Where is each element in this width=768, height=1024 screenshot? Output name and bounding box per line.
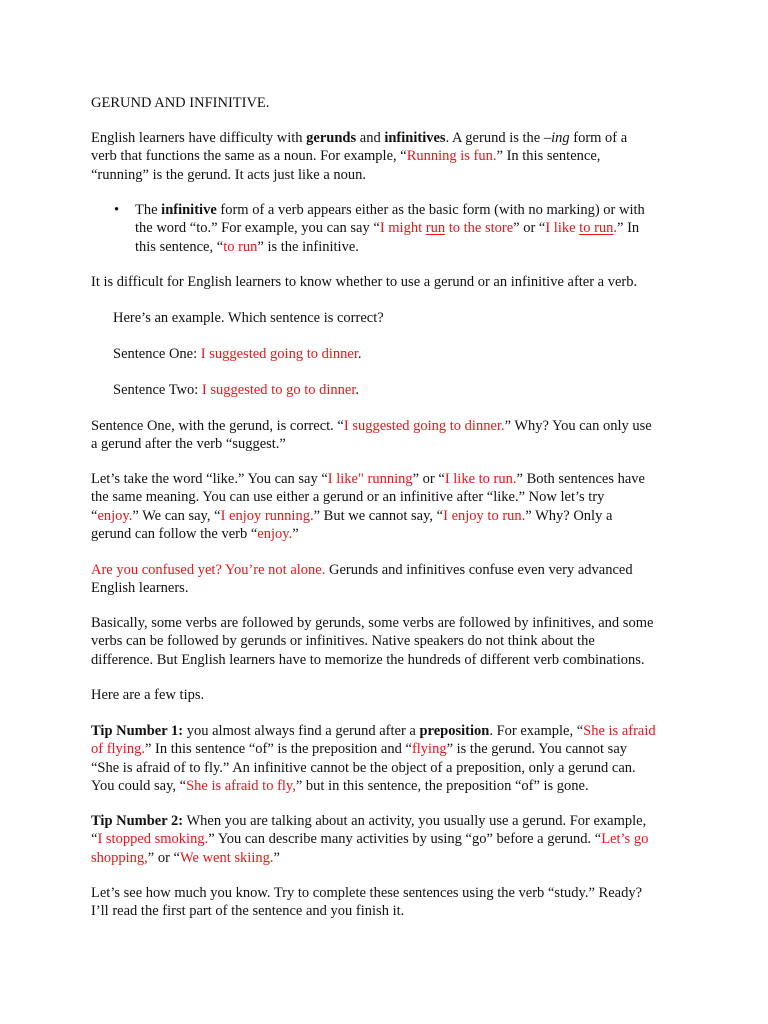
explain-paragraph — [91, 417, 691, 454]
like-text: ” We can say, “ — [132, 507, 221, 524]
tip-2-text: “ — [91, 831, 98, 848]
like-text: ” But we cannot say, “ — [313, 507, 444, 524]
sentence-one-red: I suggested going to dinner — [200, 346, 358, 362]
document-title — [91, 94, 691, 112]
like-red: enjoy. — [257, 525, 293, 542]
tip-1-text: ” is the gerund. You cannot say — [446, 741, 627, 758]
bullet-red-underlined: to run — [579, 220, 614, 237]
basically-text: Basically, some verbs are followed by gerunds, some verbs are followed by infinitives, and some — [91, 615, 654, 631]
bullet-text: the word “to.” For example, you can say “ — [135, 220, 380, 237]
tip-1-red: of flying. — [91, 741, 145, 758]
tip-2-label: Tip Number 2: — [91, 813, 184, 829]
intro-paragraph — [91, 129, 691, 184]
tip-2-paragraph — [91, 812, 691, 867]
tip-1-text: . For example, “ — [489, 723, 584, 739]
basically-text: difference. But English learners have to memorize the hundreds of different verb combinations. — [91, 651, 645, 668]
basically-paragraph — [91, 614, 691, 669]
like-red: I enjoy running. — [220, 507, 314, 524]
confused-text: Gerunds and infinitives confuse even very advanced — [325, 562, 633, 578]
tip-1-text: You could say, “ — [91, 777, 187, 794]
bullet-red: to the store — [445, 220, 514, 237]
tip-1-text: you almost always find a gerund after a — [183, 723, 420, 739]
tip-1-red: She is afraid to fly, — [186, 777, 296, 794]
like-red: I like to run. — [444, 471, 517, 487]
difficult-paragraph — [91, 273, 691, 291]
bullet-text: The — [135, 202, 162, 218]
bullet-red: I might — [379, 220, 426, 237]
tips-intro-text: Here are a few tips. — [91, 687, 205, 703]
tip-2-text: ” — [273, 849, 280, 866]
closing-text: I’ll read the first part of the sentence and you finish it. — [91, 903, 405, 920]
explain-red: I suggested going to dinner. — [343, 418, 505, 434]
bullet-text: ” is the infinitive. — [257, 238, 359, 255]
bullet-text: form of a verb appears either as the basic form (with no marking) or with — [216, 202, 645, 218]
example-question — [113, 309, 713, 327]
bullet-bold-infinitive: infinitive — [161, 202, 217, 218]
intro-text: verb that functions the same as a noun. For example, “ — [91, 148, 407, 165]
like-paragraph — [91, 470, 691, 543]
bullet-red: I like — [545, 220, 580, 237]
like-text: gerund can follow the verb “ — [91, 525, 258, 542]
like-text: ” or “ — [412, 471, 445, 487]
intro-text: “running” is the gerund. It acts just like a noun. — [91, 166, 367, 183]
sentence-one — [113, 345, 713, 363]
like-red: enjoy. — [97, 507, 133, 524]
like-text: the same meaning. You can use either a gerund or an infinitive after “like.” Now let’s try — [91, 489, 605, 506]
intro-bold-infinitives: infinitives — [384, 130, 446, 146]
intro-text: ” In this sentence, — [496, 148, 601, 165]
difficult-text: It is difficult for English learners to know whether to use a gerund or an infinitive after a verb. — [91, 274, 638, 290]
like-text: ” Why? Only a — [525, 507, 613, 524]
tip-1-text: ” In this sentence “of” is the preposition and “ — [144, 741, 412, 758]
sentence-two — [113, 381, 713, 399]
intro-text: and — [356, 130, 385, 146]
tips-intro — [91, 686, 691, 704]
bullet-text: this sentence, “ — [135, 238, 224, 255]
sentence-two-end: . — [355, 382, 359, 398]
intro-italic-ing: ing — [551, 130, 570, 146]
like-text: Let’s take the word “like.” You can say “ — [91, 471, 328, 487]
tip-2-text: ” or “ — [147, 849, 180, 866]
sentence-one-label: Sentence One: — [113, 346, 201, 362]
closing-paragraph — [91, 884, 691, 921]
sentence-two-red: I suggested to go to dinner — [201, 382, 356, 398]
like-red: I like" running — [327, 471, 413, 487]
bullet-paragraph — [135, 201, 695, 256]
like-text: ” — [292, 525, 299, 542]
intro-red-example: Running is fun. — [406, 148, 497, 165]
basically-text: verbs can be followed by gerunds or infinitives. Native speakers do not think about the — [91, 633, 595, 650]
intro-text: form of a — [569, 130, 628, 146]
example-question-text: Here’s an example. Which sentence is correct? — [113, 310, 384, 326]
explain-text: Sentence One, with the gerund, is correct. “ — [91, 418, 344, 434]
title-text: GERUND AND INFINITIVE. — [91, 95, 270, 111]
confused-text: English learners. — [91, 580, 189, 597]
closing-text: Let’s see how much you know. Try to complete these sentences using the verb “study.” Ready? — [91, 885, 643, 901]
tip-2-text: ” You can describe many activities by using “go” before a gerund. “ — [208, 831, 602, 848]
tip-2-red: Let’s go — [601, 831, 649, 848]
sentence-two-label: Sentence Two: — [113, 382, 202, 398]
confused-red: Are you confused yet? You’re not alone. — [91, 562, 326, 578]
explain-text: ” Why? You can only use — [504, 418, 652, 434]
confused-paragraph — [91, 561, 691, 598]
bullet-red: . — [613, 220, 618, 237]
tip-1-bold-preposition: preposition — [419, 723, 490, 739]
tip-2-red: We went skiing. — [180, 849, 274, 866]
tip-1-paragraph — [91, 722, 691, 795]
tip-1-label: Tip Number 1: — [91, 723, 184, 739]
bullet-symbol: • — [114, 202, 120, 218]
intro-text: English learners have difficulty with — [91, 130, 307, 146]
explain-text: a gerund after the verb “suggest.” — [91, 436, 286, 453]
tip-2-red: shopping, — [91, 849, 148, 866]
bullet-text: ” In — [617, 220, 640, 237]
intro-text: . A gerund is the – — [445, 130, 552, 146]
sentence-one-end: . — [357, 346, 362, 362]
tip-1-text: ” but in this sentence, the preposition “of” is gone. — [295, 777, 589, 794]
tip-1-text: “She is afraid of to fly.” An infinitive cannot be the object of a preposition, only a gerund can. — [91, 759, 636, 776]
intro-bold-gerunds: gerunds — [306, 130, 357, 146]
like-text: ” Both sentences have — [516, 471, 645, 487]
like-red: I enjoy to run. — [443, 507, 526, 524]
tip-1-red: She is afraid — [583, 723, 656, 739]
bullet-text: ” or “ — [513, 220, 546, 237]
bullet-red: to run — [223, 238, 258, 255]
like-text: “ — [91, 507, 98, 524]
tip-2-red: I stopped smoking. — [97, 831, 209, 848]
tip-1-red: flying — [411, 741, 447, 758]
bullet-red-underlined: run — [425, 220, 446, 237]
tip-2-text: When you are talking about an activity, you usually use a gerund. For example, — [183, 813, 647, 829]
